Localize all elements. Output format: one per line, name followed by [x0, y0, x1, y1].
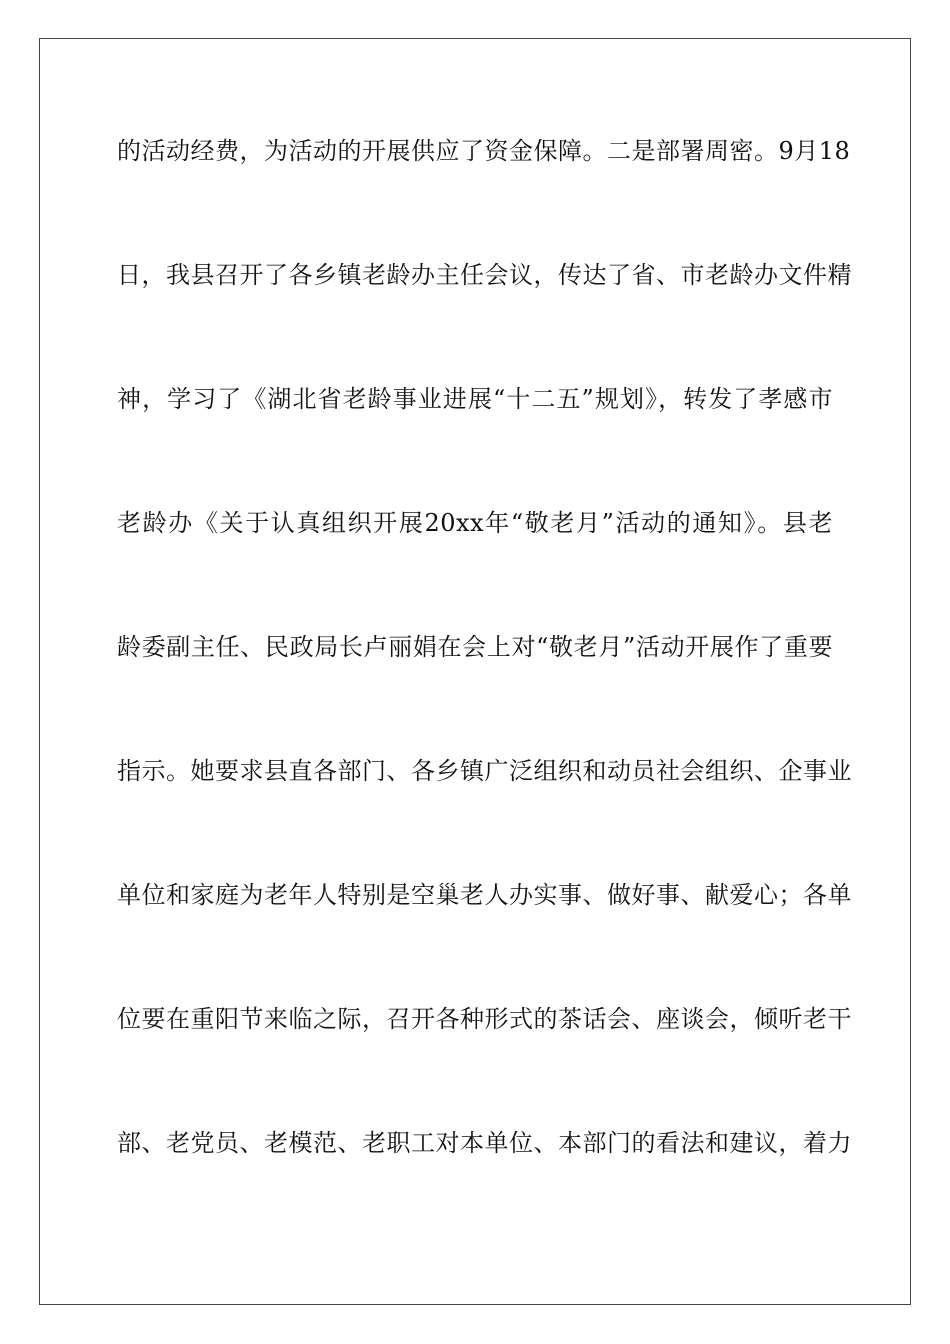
text-line-6: 指示。她要求县直各部门、各乡镇广泛组织和动员社会组织、企事业: [117, 757, 852, 785]
text-line-4: 老龄办《关于认真组织开展20xx年“敬老月”活动的通知》。县老: [117, 509, 833, 537]
text-line-7: 单位和家庭为老年人特别是空巢老人办实事、做好事、献爱心；各单: [117, 881, 852, 909]
text-line-1: 的活动经费，为活动的开展供应了资金保障。二是部署周密。9月18: [117, 137, 851, 165]
text-line-8: 位要在重阳节来临之际，召开各种形式的茶话会、座谈会，倾听老干: [117, 1005, 852, 1033]
document-body: [117, 132, 852, 1248]
text-line-5: 龄委副主任、民政局长卢丽娟在会上对“敬老月”活动开展作了重要: [117, 633, 833, 661]
text-line-9: 部、老党员、老模范、老职工对本单位、本部门的看法和建议，着力: [117, 1129, 852, 1157]
text-line-2: 日，我县召开了各乡镇老龄办主任会议，传达了省、市老龄办文件精: [117, 261, 852, 289]
text-line-3: 神，学习了《湖北省老龄事业进展“十二五”规划》，转发了孝感市: [117, 385, 833, 413]
